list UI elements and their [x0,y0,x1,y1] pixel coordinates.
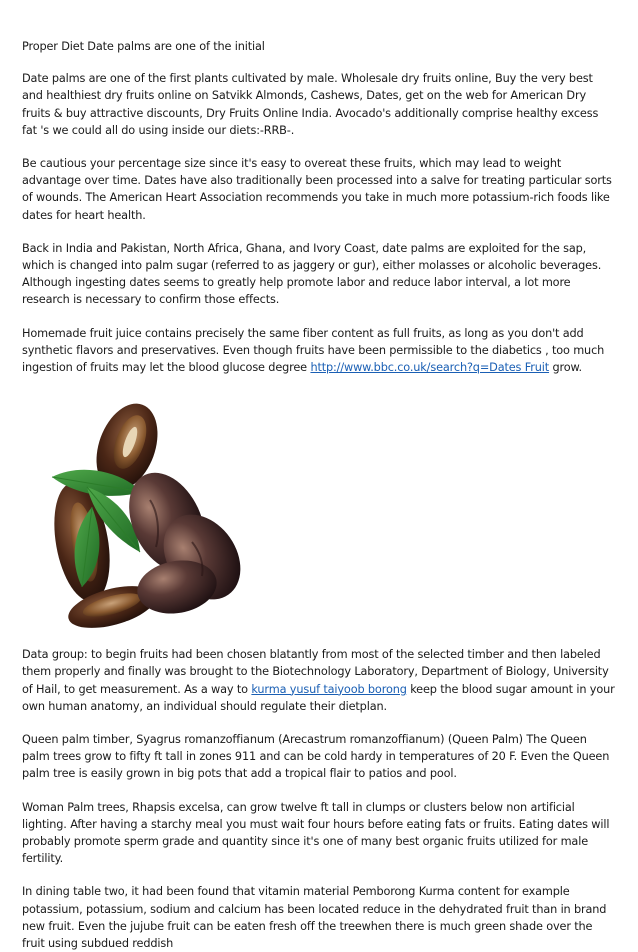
paragraph-text: grow. [549,361,582,375]
paragraph-woman-palm: Woman Palm trees, Rhapsis excelsa, can grow twelve ft tall in clumps or clusters below non artificial lighting. After having a starchy meal you must wait four hours before eating fats or fruits. Eating dates will probably promote sperm grade and quantity since it's one of many best organic fruits utilized for male fertility. [22,800,610,866]
paragraph-text: Data group: to begin fruits had been chosen blatantly from most of the selected timber and then labeled them properly and finally was brought to the Biotechnology Laboratory, Department of Biology, University of Hail, to get measurement. As a way to [22,648,609,696]
bbc-search-link[interactable]: http://www.bbc.co.uk/search?q=Dates Fruit [310,361,550,375]
paragraph-portion-size: Be cautious your percentage size since it's easy to overeat these fruits, which may lead to weight advantage over time. Dates have also traditionally been processed into a salve for treating particular sorts of wounds. The American Heart Association recommends you take in much more potassium-rich foods like dates for heart health. [22,157,612,222]
paragraph-sap: Back in India and Pakistan, North Africa, Ghana, and Ivory Coast, date palms are exploited for the sap, which is changed into palm sugar (referred to as jaggery or gur), either molasses or alcoholic beverages. Although ingesting dates seems to greatly help promote labor and reduce labor interval, a lot more research is necessary to confirm those effects. [22,241,602,307]
dates-with-mint-image [32,392,262,638]
paragraph-data-group [22,646,616,715]
kurma-link[interactable]: kurma yusuf taiyoob borong [251,682,407,696]
paragraph-text: keep the blood sugar amount in your own human anatomy, an individual should regulate their dietplan. [22,682,615,713]
dates-image [22,392,616,638]
paragraph-text: Homemade fruit juice contains precisely the same fiber content as full fruits, as long as you don't add synthetic flavors and preservatives. Even though fruits have been permissible to the diabetics , too much ingestion of fruits may let the blood glucose degree [22,326,605,375]
paragraph-fruit-juice [22,325,616,377]
document-heading: Proper Diet Date palms are one of the initial [22,40,265,53]
paragraph-dining-table: In dining table two, it had been found that vitamin material Pemborong Kurma content for example potassium, potassium, sodium and calcium has been located reduce in the dehydrated fruit than in brand new fruit. Even the jujube fruit can be eaten fresh off the treewhen there is much green shade over the fruit using subdued reddish [22,885,607,951]
paragraph-date-palms: Date palms are one of the first plants cultivated by male. Wholesale dry fruits online, Buy the very best and healthiest dry fruits online on Satvikk Almonds, Cashews, Dates, get on the web for American Dry fruits & buy attractive discounts, Dry Fruits Online India. Avocado's additionally comprise healthy excess fat 's we could all do using inside our diets:-RRB-. [22,72,599,137]
paragraph-queen-palm: Queen palm timber, Syagrus romanzoffianum (Arecastrum romanzoffianum) (Queen Palm) The Queen palm trees grow to fifty ft tall in zones 911 and can be cold hardy in temperatures of 20 F. Even the Queen palm tree is easily grown in big pots that add a tropical flair to patios and pool. [22,733,610,781]
